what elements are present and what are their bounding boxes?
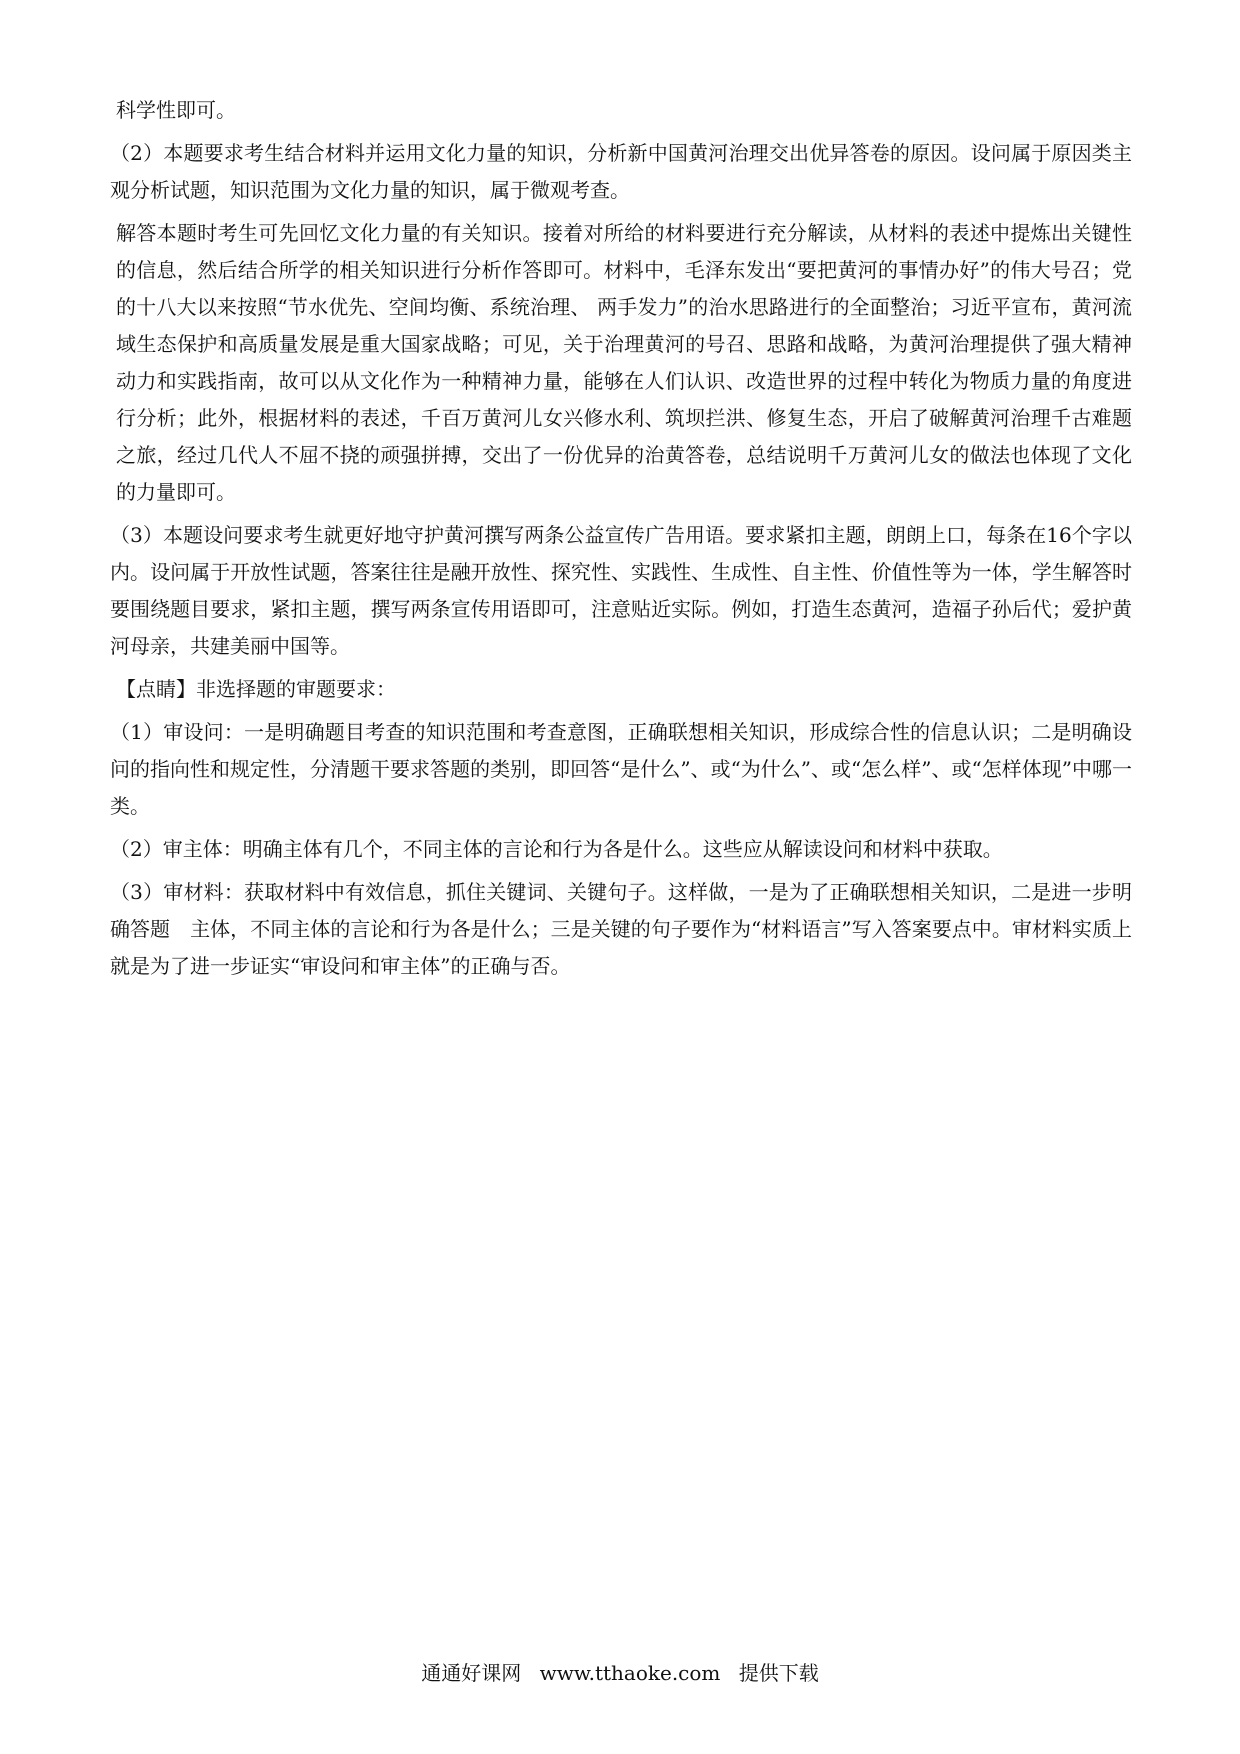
paragraph-question-3: （3）本题设问要求考生就更好地守护黄河撰写两条公益宣传广告用语。要求紧扣主题，朗朗上口，每条在16个字以内。设问属于开放性试题，答案往往是融开放性、探究性、实践性、生成性、自主性、价值性等为一体，学生解答时要围绕题目要求，紧扣主题，撰写两条宣传用语即可，注意贴近实际。例如，打造生态黄河，造福子孙后代；爱护黄河母亲，共建美丽中国等。	[110, 523, 1132, 658]
paragraph-answer-analysis: 解答本题时考生可先回忆文化力量的有关知识。接着对所给的材料要进行充分解读，从材料的表述中提炼出关键性的信息，然后结合所学的相关知识进行分析作答即可。材料中，毛泽东发出“要把黄河的事情办好”的伟大号召；党的十八大以来按照“节水优先、空间均衡、系统治理、 两手发力”的治水思路进行的全面整治；习近平宣布，黄河流域生态保护和高质量发展是重大国家战略；可见，关于治理黄河的号召、思路和战略，为黄河治理提供了强大精神动力和实践指南，故可以从文化作为一种精神力量，能够在人们认识、改造世界的过程中转化为物质力量的角度进行分析；此外，根据材料的表述，千百万黄河儿女兴修水利、筑坝拦洪、修复生态，开启了破解黄河治理千古难题之旅，经过几代人不屈不挠的顽强拼搏，交出了一份优异的治黄答卷，总结说明千万黄河儿女的做法也体现了文化的力量即可。	[116, 221, 1132, 504]
paragraph-tips-heading: 【点睛】非选择题的审题要求：	[116, 677, 396, 701]
paragraph-question-2: （2）本题要求考生结合材料并运用文化力量的知识，分析新中国黄河治理交出优异答卷的原因。设问属于原因类主观分析试题，知识范围为文化力量的知识，属于微观考查。	[110, 141, 1132, 202]
footer-site-name: 通通好课网	[421, 1661, 522, 1685]
document-body	[110, 92, 1132, 991]
paragraph-tip-2: （2）审主体：明确主体有几个，不同主体的言论和行为各是什么。这些应从解读设问和材料中获取。	[110, 837, 1003, 861]
footer-site-url[interactable]: www.tthaoke.com	[539, 1661, 721, 1685]
paragraph-tip-1: （1）审设问：一是明确题目考查的知识范围和考查意图，正确联想相关知识，形成综合性的信息认识；二是明确设问的指向性和规定性，分清题干要求答题的类别，即回答“是什么”、或“为什么”、或“怎么样”、或“怎样体现”中哪一类。	[110, 720, 1132, 818]
paragraph-tip-3: （3）审材料：获取材料中有效信息，抓住关键词、关键句子。这样做，一是为了正确联想相关知识，二是进一步明确答题 主体，不同主体的言论和行为各是什么；三是关键的句子要作为“材料语言”写入答案要点中。审材料实质上就是为了进一步证实“审设问和审主体”的正确与否。	[110, 880, 1132, 978]
page-footer	[0, 1658, 1240, 1688]
footer-suffix: 提供下载	[738, 1661, 819, 1685]
paragraph-continuation: 科学性即可。	[116, 98, 236, 122]
